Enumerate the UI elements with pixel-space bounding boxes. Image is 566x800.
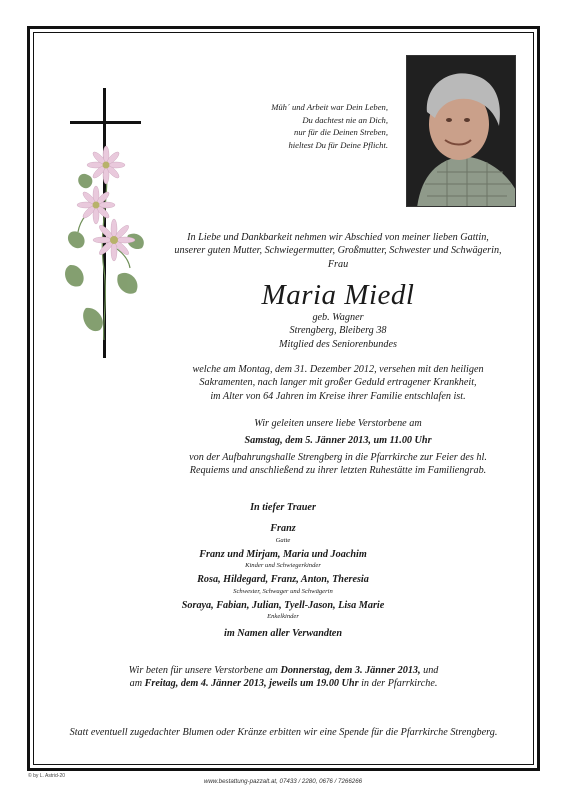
prayer-text: in der Pfarrkirche.: [358, 678, 438, 690]
prayer-text: und: [420, 665, 439, 676]
copyright-note: © by L. Astrid-20: [28, 773, 66, 779]
deceased-details: [160, 311, 516, 351]
funeral-info: [160, 417, 516, 478]
prayer-info: [40, 664, 527, 691]
poem-line: Müh´ und Arbeit war Dein Leben,: [271, 102, 388, 112]
mourners-header: In tiefer Trauer: [250, 502, 316, 513]
prayer-text: Wir beten für unsere Verstorbene am: [128, 665, 281, 676]
death-line: im Alter von 64 Jahren im Kreise ihrer Familie entschlafen ist.: [210, 390, 466, 402]
children-role: Kinder und Schwiegerkinder: [245, 562, 321, 570]
relatives: im Namen aller Verwandten: [223, 628, 342, 640]
funeral-date: Samstag, dem 5. Jänner 2013, um 11.00 Uhr: [244, 435, 432, 447]
death-line: Sakramenten, nach langer mit großer Geduld ertragener Krankheit,: [199, 377, 477, 389]
funeral-line: von der Aufbahrungshalle Strengberg in die Pfarrkirche zur Feier des hl.: [189, 451, 487, 463]
flower-decoration-icon: [58, 140, 158, 345]
poem: [220, 101, 388, 151]
portrait-photo: [406, 55, 516, 207]
footer-contact: www.bestattung-pazzalt.at, 07433 / 2280, 0676 / 7266266: [203, 778, 363, 785]
death-notice: [160, 363, 516, 403]
prayer-text: am: [129, 678, 145, 690]
poem-line: Du dachtest nie an Dich,: [302, 114, 388, 125]
donation-note: Statt eventuell zugedachter Blumen oder Kränze erbitten wir eine Spende für die Pfarrkirche Strengberg.: [69, 727, 498, 738]
birth-name: geb. Wagner: [312, 312, 364, 323]
poem-line: hieltest Du für Deine Pflicht.: [288, 139, 388, 150]
prayer-line-1: [40, 664, 527, 677]
intro-text: [160, 231, 516, 271]
funeral-intro: Wir geleiten unsere liebe Verstorbene am: [254, 418, 422, 429]
husband-role: Gatte: [275, 536, 291, 544]
prayer-line-2: [40, 677, 527, 690]
prayer-date-1: Donnerstag, dem 3. Jänner 2013,: [280, 665, 421, 676]
poem-line: nur für die Deinen Streben,: [294, 127, 388, 137]
siblings-names: Rosa, Hildegard, Franz, Anton, Theresia: [197, 574, 369, 586]
mourners: [110, 501, 456, 640]
address: Strengberg, Bleiberg 38: [289, 325, 387, 337]
grandchildren-role: Enkelkinder: [267, 613, 299, 621]
husband-name: Franz: [270, 523, 296, 535]
prayer-date-2: Freitag, dem 4. Jänner 2013, jeweils um 19.00 Uhr: [144, 678, 359, 690]
deceased-name: Maria Miedl: [261, 279, 415, 311]
membership: Mitglied des Seniorenbundes: [279, 338, 397, 350]
grandchildren-names: Soraya, Fabian, Julian, Tyell-Jason, Lisa Marie: [181, 599, 385, 611]
intro-line: In Liebe und Dankbarkeit nehmen wir Abschied von meiner lieben Gattin,: [187, 232, 489, 243]
funeral-line: Requiems und anschließend zu ihrer letzten Ruhestätte im Familiengrab.: [189, 465, 487, 477]
death-line: welche am Montag, dem 31. Dezember 2012, versehen mit den heiligen: [192, 364, 484, 375]
children-names: Franz und Mirjam, Maria und Joachim: [199, 548, 367, 560]
intro-line: unserer guten Mutter, Schwiegermutter, Großmutter, Schwester und Schwägerin,: [174, 245, 502, 257]
siblings-role: Schwester, Schwager und Schwägerin: [233, 587, 333, 595]
intro-line: Frau: [327, 258, 349, 270]
cross-icon-horizontal: [70, 121, 141, 124]
